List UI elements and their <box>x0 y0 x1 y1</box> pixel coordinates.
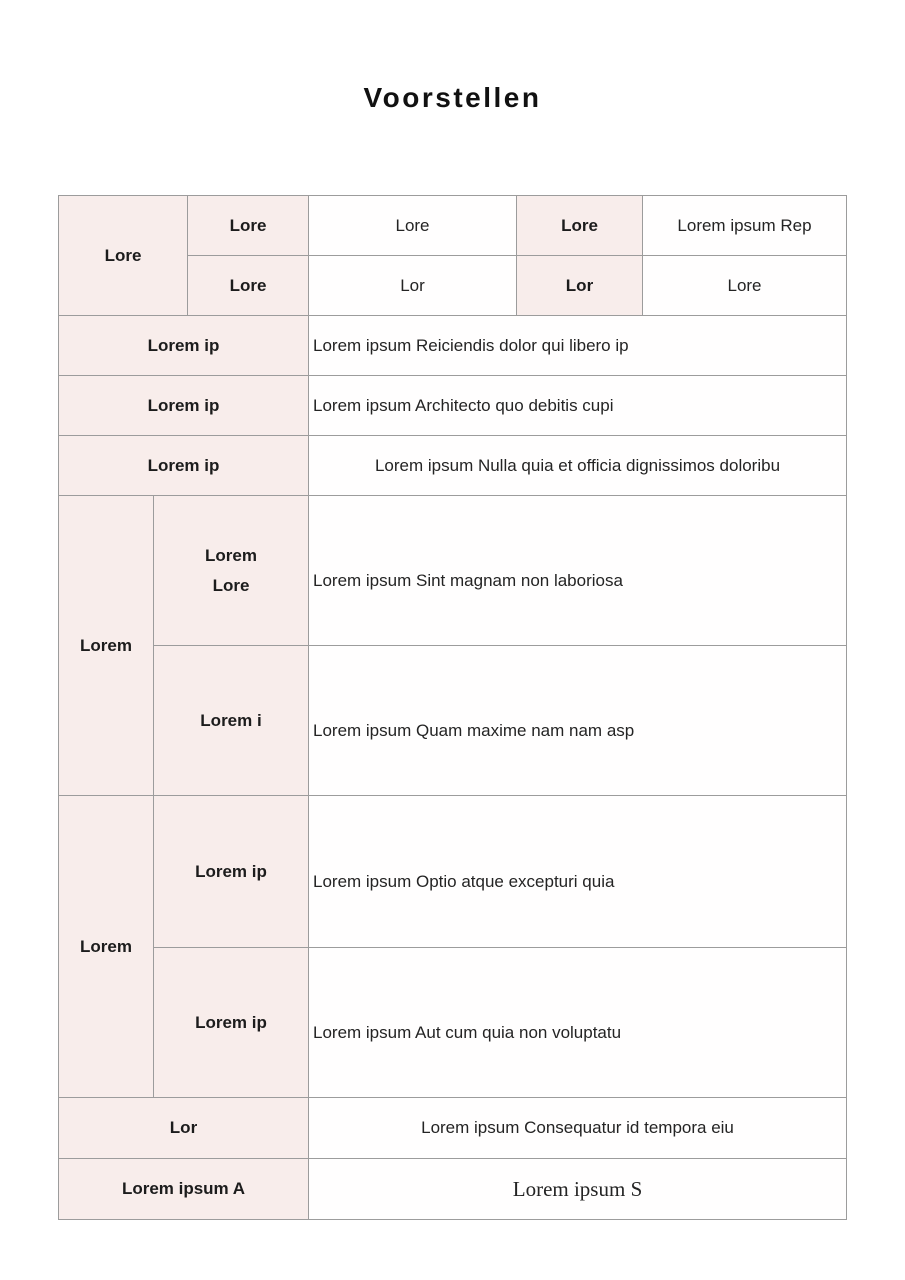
page-title: Voorstellen <box>363 82 542 113</box>
row-value-cell: Lorem ipsum Nulla quia et officia dignissimos doloribu <box>309 436 847 496</box>
row-label-cell: Lorem ip <box>59 316 309 376</box>
section-group-label-cell: Lorem <box>59 796 154 1098</box>
sub-label-line: Lore <box>212 575 250 595</box>
table-row-section <box>59 948 847 1098</box>
table-row <box>59 1159 847 1220</box>
table-row <box>59 436 847 496</box>
table-row <box>59 376 847 436</box>
top-label-cell: Lor <box>517 256 643 316</box>
top-value-cell: Lore <box>309 196 517 256</box>
table-row-top-1 <box>59 196 847 256</box>
top-label-cell: Lore <box>188 196 309 256</box>
row-value-cell: Lorem ipsum Optio atque excepturi quia <box>309 796 847 948</box>
top-group-label-cell: Lore <box>59 196 188 316</box>
table-row <box>59 316 847 376</box>
row-label-cell: Lorem ip <box>59 376 309 436</box>
section-group-label-cell: Lorem <box>59 496 154 796</box>
section-sub-label-cell: Lorem ip <box>154 796 309 948</box>
sub-label-line: Lorem <box>205 545 257 565</box>
row-value-cell: Lorem ipsum Quam maxime nam nam asp <box>309 646 847 796</box>
row-value-cell: Lorem ipsum Aut cum quia non voluptatu <box>309 948 847 1098</box>
table-row-section <box>59 496 847 646</box>
row-label-cell: Lorem ipsum A <box>59 1159 309 1220</box>
top-value-cell: Lorem ipsum Rep <box>643 196 847 256</box>
row-value-cell: Lorem ipsum Reiciendis dolor qui libero ip <box>309 316 847 376</box>
table-row <box>59 1098 847 1159</box>
row-value-cell: Lorem ipsum Architecto quo debitis cupi <box>309 376 847 436</box>
info-table <box>58 195 847 1220</box>
top-value-cell: Lor <box>309 256 517 316</box>
top-label-cell: Lore <box>517 196 643 256</box>
section-sub-label-cell: Lorem ip <box>154 948 309 1098</box>
section-sub-label-cell <box>154 496 309 646</box>
row-label-cell: Lorem ip <box>59 436 309 496</box>
top-label-cell: Lore <box>188 256 309 316</box>
row-label-cell: Lor <box>59 1098 309 1159</box>
row-value-cell: Lorem ipsum S <box>309 1159 847 1220</box>
table-row-section <box>59 796 847 948</box>
row-value-cell: Lorem ipsum Consequatur id tempora eiu <box>309 1098 847 1159</box>
section-sub-label-cell: Lorem i <box>154 646 309 796</box>
top-value-cell: Lore <box>643 256 847 316</box>
row-value-cell: Lorem ipsum Sint magnam non laboriosa <box>309 496 847 646</box>
table-row-section <box>59 646 847 796</box>
